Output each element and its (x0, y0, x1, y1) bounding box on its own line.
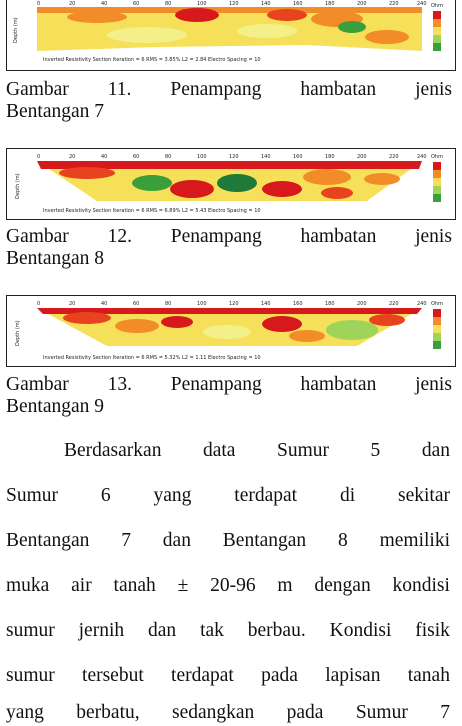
legend-title: Ohm (431, 301, 443, 307)
x-tick-label: 240 (417, 1, 427, 7)
x-tick-label: 160 (293, 154, 303, 160)
word: tanah (407, 665, 450, 686)
section-footer: Inverted Resistivity Section Iteration = 6 RMS = 3.85% L2 = 2.84 Electro Spacing = 10 (43, 57, 261, 63)
caption-line: Bentangan 8 (6, 248, 105, 269)
word: sumur (6, 620, 55, 641)
word: lapisan (325, 665, 381, 686)
legend-title: Ohm (431, 3, 443, 9)
word: terdapat (234, 485, 298, 506)
word: sekitar (398, 485, 450, 506)
x-tick-label: 200 (357, 154, 367, 160)
caption-word: hambatan (300, 226, 377, 247)
x-tick-label: 60 (133, 1, 140, 7)
figure-13-caption (6, 374, 452, 418)
paragraph-line (6, 665, 450, 687)
word: dengan (314, 575, 371, 596)
x-tick-label: 220 (389, 154, 399, 160)
x-tick-label: 140 (261, 1, 271, 7)
x-tick-label: 200 (357, 1, 367, 7)
word: dan (421, 440, 450, 461)
word: fisik (415, 620, 450, 641)
x-tick-label: 0 (37, 301, 41, 307)
word: 6 (100, 485, 111, 506)
x-tick-label: 160 (293, 301, 303, 307)
body-paragraph (6, 440, 450, 726)
word: muka (6, 575, 50, 596)
paragraph-line (6, 530, 450, 552)
x-tick-label: 240 (417, 154, 427, 160)
word: sedangkan (171, 702, 255, 723)
caption-word: jenis (415, 374, 452, 395)
x-tick-label: 40 (101, 1, 108, 7)
caption-word: Penampang (170, 226, 262, 247)
x-tick-label: 140 (261, 301, 271, 307)
word: ± (177, 575, 189, 596)
word: berbatu, (76, 702, 140, 723)
word: pada (261, 665, 298, 686)
paragraph-line (6, 702, 450, 724)
word: Berdasarkan (64, 440, 162, 461)
word: Sumur (277, 440, 330, 461)
caption-word: Gambar (6, 226, 69, 247)
section-footer: Inverted Resistivity Section Iteration = 6 RMS = 5.32% L2 = 1.11 Electro Spacing = 10 (43, 355, 261, 361)
x-tick-label: 120 (229, 301, 239, 307)
x-tick-label: 120 (229, 154, 239, 160)
x-tick-label: 20 (69, 154, 76, 160)
word: m (277, 575, 293, 596)
x-tick-label: 80 (165, 301, 172, 307)
caption-line: Bentangan 7 (6, 101, 105, 122)
figure-12-resistivity-section (6, 148, 456, 220)
word: tersebut (82, 665, 144, 686)
caption-line: Bentangan 9 (6, 396, 105, 417)
x-tick-label: 180 (325, 301, 335, 307)
paragraph-line (6, 620, 450, 642)
x-axis-ticks (37, 1, 427, 7)
word: yang (153, 485, 192, 506)
x-tick-label: 0 (37, 1, 41, 7)
paragraph-line (6, 575, 450, 597)
x-tick-label: 60 (133, 301, 140, 307)
x-tick-label: 200 (357, 301, 367, 307)
x-tick-label: 20 (69, 1, 76, 7)
caption-word: Penampang (170, 374, 262, 395)
word: 5 (370, 440, 381, 461)
x-tick-label: 40 (101, 301, 108, 307)
x-tick-label: 20 (69, 301, 76, 307)
paragraph-line (6, 485, 450, 507)
word: data (202, 440, 236, 461)
word: sumur (6, 665, 55, 686)
caption-word: hambatan (300, 79, 377, 100)
word: Bentangan (222, 530, 307, 551)
word: tanah (113, 575, 156, 596)
color-legend (431, 154, 443, 202)
legend-title: Ohm (431, 154, 443, 160)
word: Sumur (6, 485, 59, 506)
figure-11-resistivity-section (6, 0, 456, 71)
word: yang (6, 702, 44, 723)
word: jernih (78, 620, 125, 641)
caption-word: 12. (107, 226, 132, 247)
section-footer: Inverted Resistivity Section Iteration = 6 RMS = 6.89% L2 = 5.43 Electro Spacing = 10 (43, 208, 261, 214)
word: dan (148, 620, 177, 641)
color-legend (431, 3, 443, 51)
caption-word: 11. (107, 79, 132, 100)
word: tak (200, 620, 224, 641)
x-tick-label: 220 (389, 1, 399, 7)
paragraph-line (6, 440, 450, 462)
word: 8 (338, 530, 348, 551)
word: pada (286, 702, 324, 723)
x-tick-label: 220 (389, 301, 399, 307)
word: 20-96 (210, 575, 256, 596)
word: berbau. (247, 620, 306, 641)
x-tick-label: 60 (133, 154, 140, 160)
x-tick-label: 120 (229, 1, 239, 7)
x-tick-label: 180 (325, 154, 335, 160)
figure-12-caption (6, 226, 452, 270)
word: terdapat (171, 665, 234, 686)
caption-word: Gambar (6, 79, 69, 100)
x-tick-label: 80 (165, 154, 172, 160)
figure-13-resistivity-section (6, 295, 456, 367)
x-tick-label: 100 (197, 301, 207, 307)
x-tick-label: 40 (101, 154, 108, 160)
caption-word: jenis (415, 79, 452, 100)
caption-word: Penampang (170, 79, 262, 100)
caption-word: jenis (415, 226, 452, 247)
word: dan (162, 530, 191, 551)
color-legend (431, 301, 443, 349)
x-tick-label: 0 (37, 154, 41, 160)
y-axis-label: Depth (m) (15, 173, 21, 199)
word: kondisi (392, 575, 450, 596)
word: di (339, 485, 356, 506)
x-tick-label: 100 (197, 154, 207, 160)
word: Sumur (355, 702, 408, 723)
caption-word: Gambar (6, 374, 69, 395)
x-tick-label: 100 (197, 1, 207, 7)
caption-word: 13. (107, 374, 132, 395)
word: Kondisi (329, 620, 392, 641)
word: memiliki (379, 530, 450, 551)
y-axis-label: Depth (m) (13, 17, 19, 43)
word: 7 (121, 530, 131, 551)
x-tick-label: 80 (165, 1, 172, 7)
x-tick-label: 160 (293, 1, 303, 7)
x-tick-label: 240 (417, 301, 427, 307)
figure-11-caption (6, 79, 452, 123)
x-tick-label: 180 (325, 1, 335, 7)
word: 7 (440, 702, 450, 723)
word: air (71, 575, 92, 596)
word: Bentangan (6, 530, 90, 551)
x-tick-label: 140 (261, 154, 271, 160)
caption-word: hambatan (300, 374, 377, 395)
y-axis-label: Depth (m) (15, 320, 21, 346)
